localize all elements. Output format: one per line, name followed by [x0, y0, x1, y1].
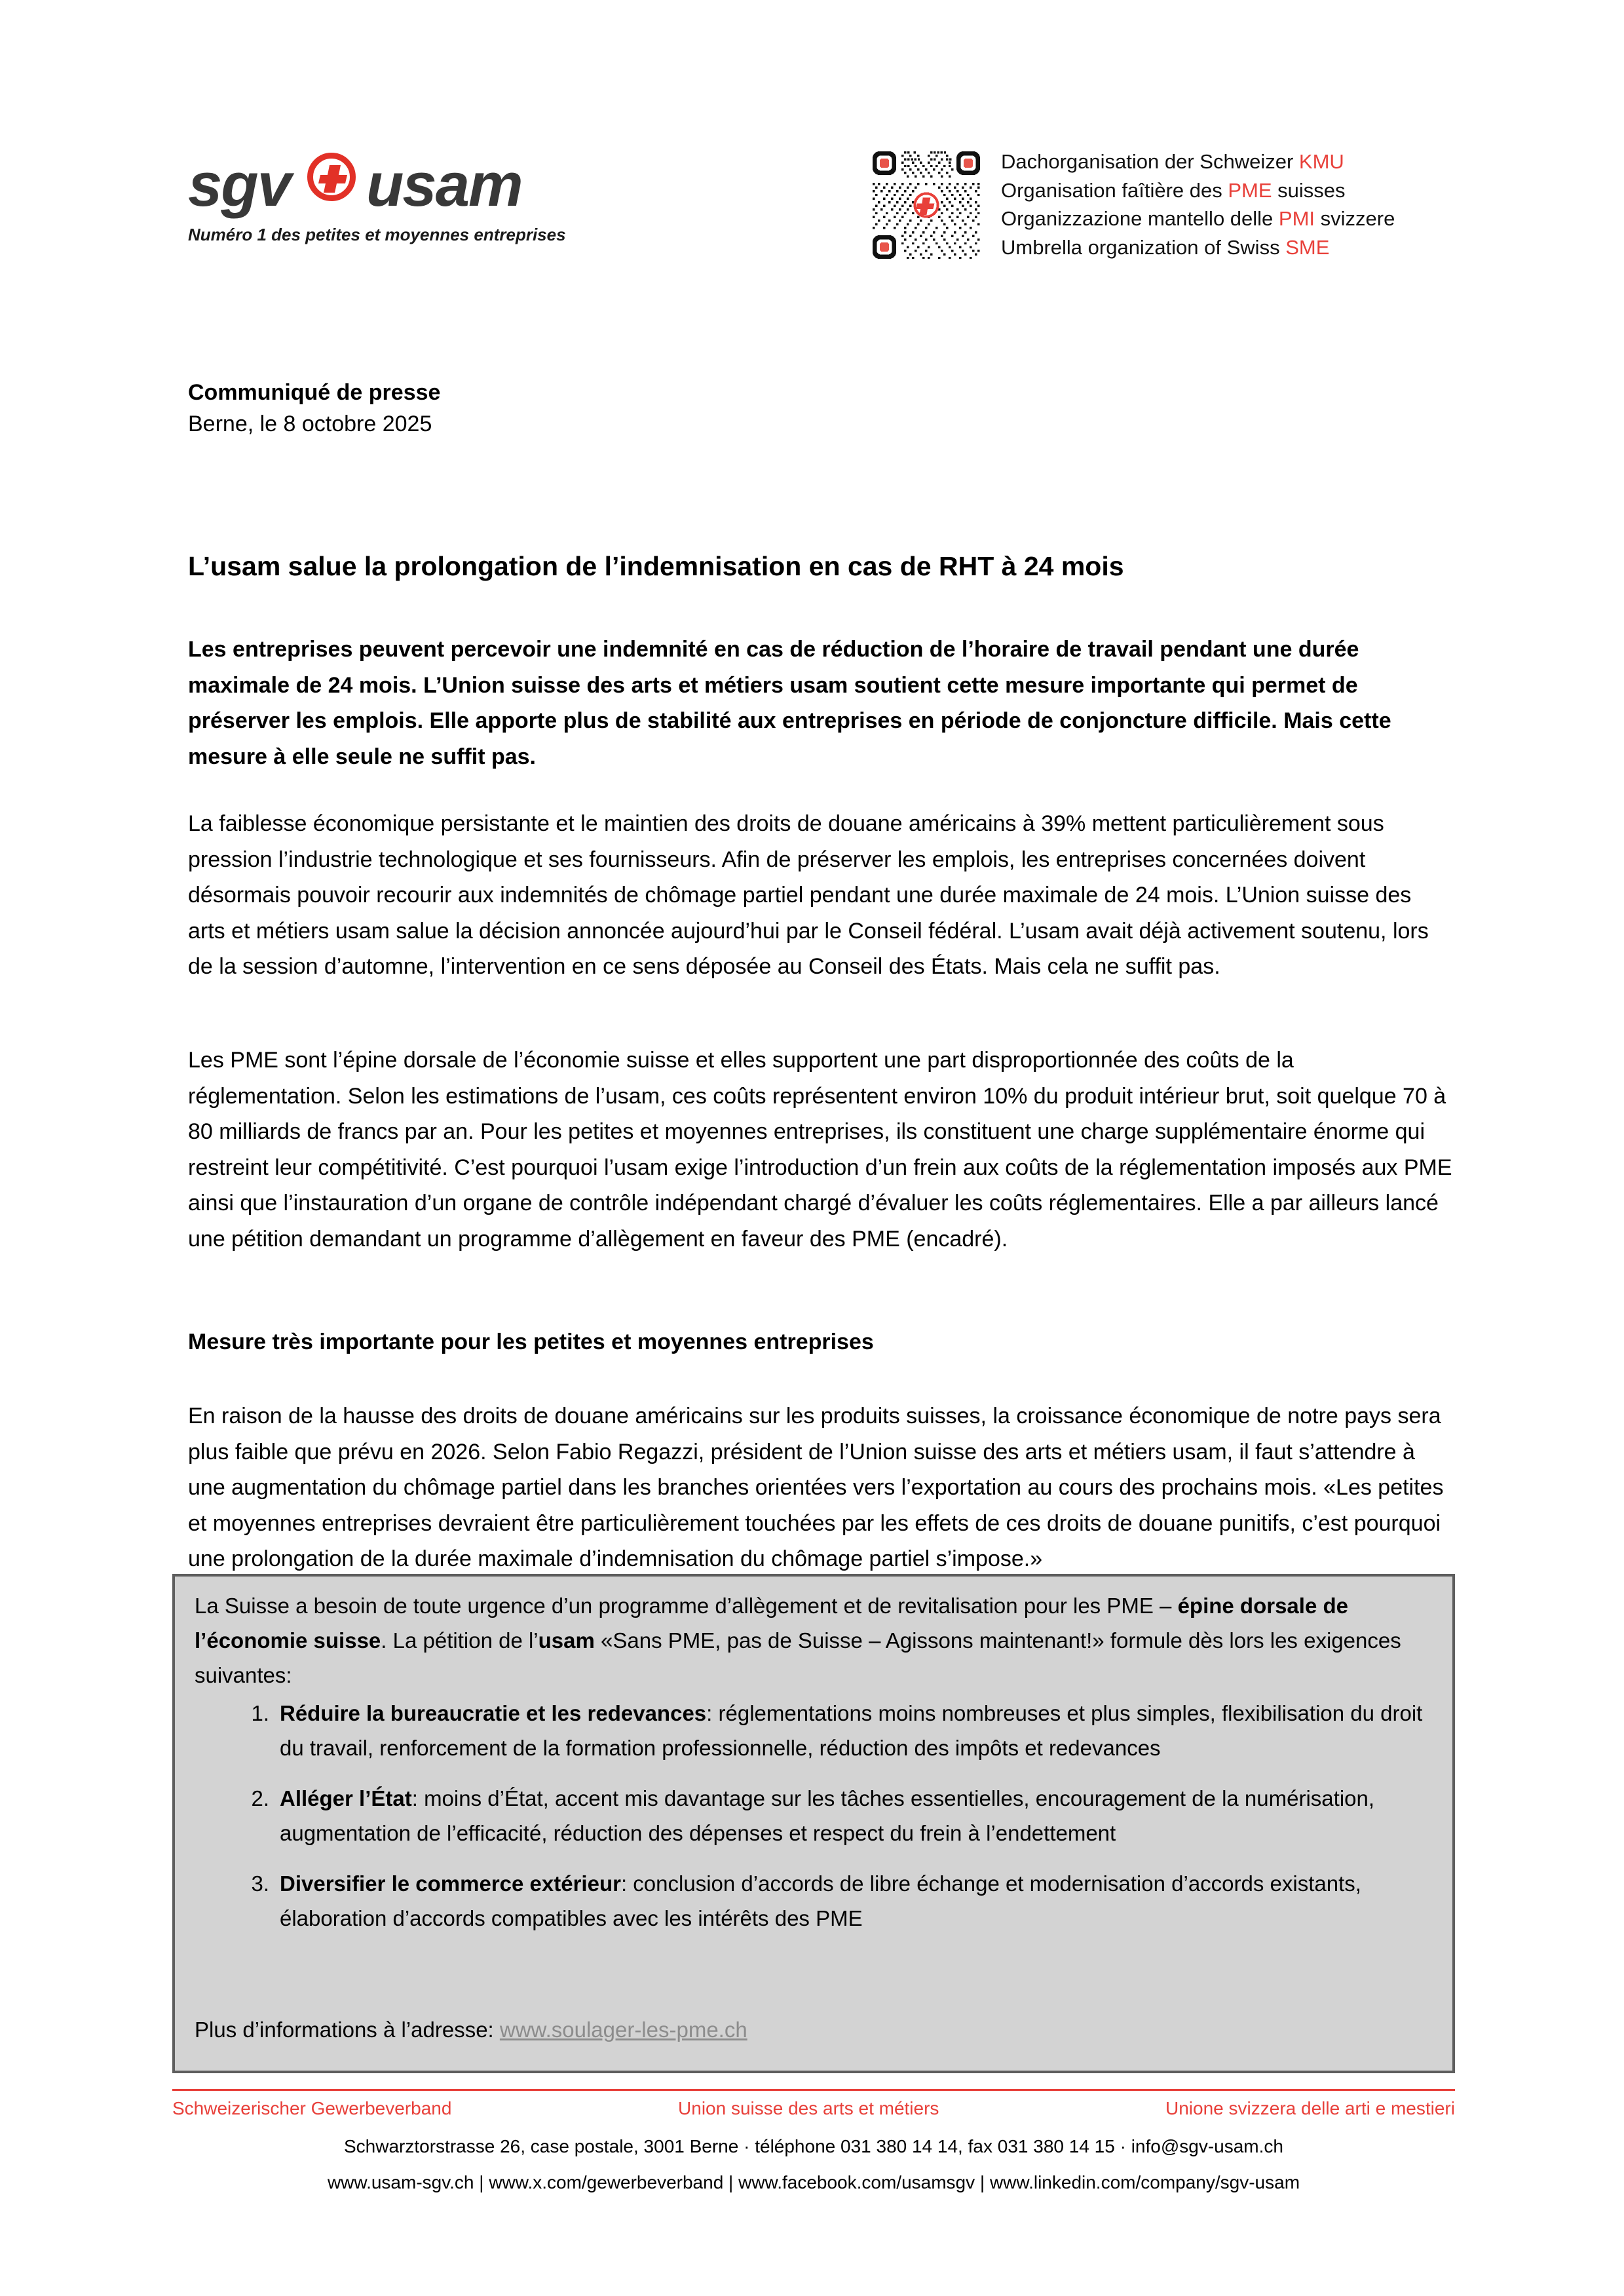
footer-org-it: Unione svizzera delle arti e mestieri [1165, 2098, 1455, 2118]
sgv-usam-logo [188, 147, 607, 244]
callout-intro-bold2: usam [538, 1628, 595, 1653]
logo-wordmark [188, 147, 542, 218]
callout-box [172, 1574, 1455, 2073]
org-line-it-text: Organizzazione mantello delle [1001, 207, 1279, 230]
list-item-number: 2. [251, 1786, 269, 1810]
footer-org-names [172, 2095, 1455, 2122]
list-item-title: Réduire la bureaucratie et les redevances [280, 1701, 707, 1725]
list-item-text: : moins d’État, accent mis davantage sur les tâches essentielles, encouragement de la numérisation, augmentation de l’efficacité, réduction des dépenses et respect du frein à l’endettement [280, 1786, 1375, 1845]
callout-demand-list [195, 1696, 1433, 1951]
org-line-en-text: Umbrella organization of Swiss [1001, 235, 1286, 259]
document-header [0, 147, 1624, 272]
callout-intro-part3: «Sans PME, pas de Suisse – Agissons maintenant!» formule dès lors les exigences suivantes: [195, 1628, 1401, 1687]
org-line-fr [1001, 176, 1395, 205]
footer-links: www.usam-sgv.ch | www.x.com/gewerbeverband | www.facebook.com/usamsgv | www.linkedin.com/company/sgv-usam [327, 2172, 1300, 2192]
callout-more-info [195, 2012, 747, 2047]
footer-address: Schwarztorstrasse 26, case postale, 3001 Berne · téléphone 031 380 14 14, fax 031 380 14 15 · info@sgv-usam.ch [344, 2136, 1283, 2156]
list-item-title: Alléger l’État [280, 1786, 412, 1810]
footer-org-fr: Union suisse des arts et métiers [678, 2098, 939, 2118]
logo-text-sgv: sgv [188, 150, 290, 219]
body-paragraph-3: En raison de la hausse des droits de douane américains sur les produits suisses, la croissance économique de notre pays sera plus faible que prévu en 2026. Selon Fabio Regazzi, président de l’Union suisse des arts et métiers usam, il faut s’attendre à une augmentation du chômage partiel dans les branches orientées vers l’exportation au cours des prochains mois. «Les petites et moyennes entreprises devraient être particulièrement touchées par les effets de ces droits de douane punitifs, c’est pourquoi une prolongation de la durée maximale d’indemnisation du chômage partiel s’impose.» [188, 1404, 1444, 1571]
list-item-text: : réglementations moins nombreuses et plus simples, flexibilisation du droit du travail, renforcement de la formation professionnelle, réduction des impôts et redevances [280, 1701, 1423, 1760]
body-paragraph-2: Les PME sont l’épine dorsale de l’économie suisse et elles supportent une part disproportionnée des coûts de la réglementation. Selon les estimations de l’usam, ces coûts représentent environ 10% du produit intérieur brut, soit quelque 70 à 80 milliards de francs par an. Pour les petites et moyennes entreprises, ils constituent une charge supplémentaire énorme qui restreint leur compétitivité. C’est pourquoi l’usam exige l’introduction d’un frein aux coûts de la réglementation imposés aux PME ainsi que l’instauration d’un organe de contrôle indépendant chargé d’évaluer les coûts réglementaires. Elle a par ailleurs lancé une pétition demandant un programme d’allègement en faveur des PME (encadré). [188, 1048, 1452, 1252]
org-line-de-text: Dachorganisation der Schweizer [1001, 150, 1299, 173]
list-item-number: 1. [251, 1701, 269, 1725]
org-language-lines [1001, 147, 1395, 261]
callout-intro-part1: La Suisse a besoin de toute urgence d’un programme d’allègement et de revitalisation pour les PME – [195, 1594, 1178, 1618]
document-meta [188, 377, 1452, 440]
org-line-it-highlight: PMI [1278, 207, 1315, 230]
swiss-cross-roundel-icon [307, 153, 365, 210]
footer-divider [172, 2089, 1455, 2091]
callout-more-label: Plus d’informations à l’adresse: [195, 2018, 500, 2042]
list-item [195, 1696, 1433, 1765]
logo-cross [318, 164, 349, 194]
org-line-it [1001, 204, 1395, 233]
org-line-fr-highlight: PME [1228, 178, 1272, 202]
list-item-text: : conclusion d’accords de libre échange et modernisation d’accords existants, élaboration d’accords compatibles avec les intérêts des PME [280, 1871, 1361, 1930]
list-item [195, 1866, 1433, 1936]
org-line-de [1001, 147, 1395, 176]
logo-text-usam: usam [366, 150, 522, 219]
org-line-fr-text: Organisation faîtière des [1001, 178, 1228, 202]
list-item-title: Diversifier le commerce extérieur [280, 1871, 621, 1896]
callout-intro-part2: . La pétition de l’ [381, 1628, 538, 1653]
dateline: Berne, le 8 octobre 2025 [188, 411, 432, 436]
org-line-en [1001, 233, 1395, 262]
org-line-en-highlight: SME [1285, 235, 1330, 259]
org-line-fr-after: suisses [1272, 178, 1346, 202]
list-item [195, 1781, 1433, 1850]
lead-paragraph: Les entreprises peuvent percevoir une indemnité en cas de réduction de l’horaire de travail pendant une durée maximale de 24 mois. L’Union suisse des arts et métiers usam soutient cette mesure importante qui permet de préserver les emplois. Elle apporte plus de stabilité aux entreprises en période de conjoncture difficile. Mais cette mesure à elle seule ne suffit pas. [188, 637, 1391, 769]
list-item-number: 3. [251, 1871, 269, 1896]
body-paragraph-1: La faiblesse économique persistante et le maintien des droits de douane américains à 39% mettent particulièrement sous pression l’industrie technologique et ses fournisseurs. Afin de préserver les emplois, les entreprises concernées doivent désormais pouvoir recourir aux indemnités de chômage partiel pendant une durée maximale de 24 mois. L’Union suisse des arts et métiers usam salue la décision annoncée aujourd’hui par le Conseil fédéral. L’usam avait déjà activement soutenu, lors de la session d’automne, l’intervention en ce sens déposée au Conseil des États. Mais cela ne suffit pas. [188, 811, 1429, 979]
org-line-de-highlight: KMU [1298, 150, 1344, 173]
callout-more-link[interactable]: www.soulager-les-pme.ch [499, 2018, 747, 2042]
release-kind: Communiqué de presse [188, 380, 441, 405]
callout-intro [195, 1588, 1426, 1693]
footer-org-de: Schweizerischer Gewerbeverband [172, 2098, 452, 2118]
logo-tagline: Numéro 1 des petites et moyennes entreprises [188, 225, 566, 244]
page-title: L’usam salue la prolongation de l’indemnisation en cas de RHT à 24 mois [188, 551, 1124, 582]
org-line-it-after: svizzere [1315, 207, 1395, 230]
qr-code-icon [870, 149, 983, 261]
section-subheading: Mesure très importante pour les petites et moyennes entreprises [188, 1330, 874, 1355]
callout-intro-bold1: épine dorsale de l’économie suisse [195, 1594, 1348, 1653]
